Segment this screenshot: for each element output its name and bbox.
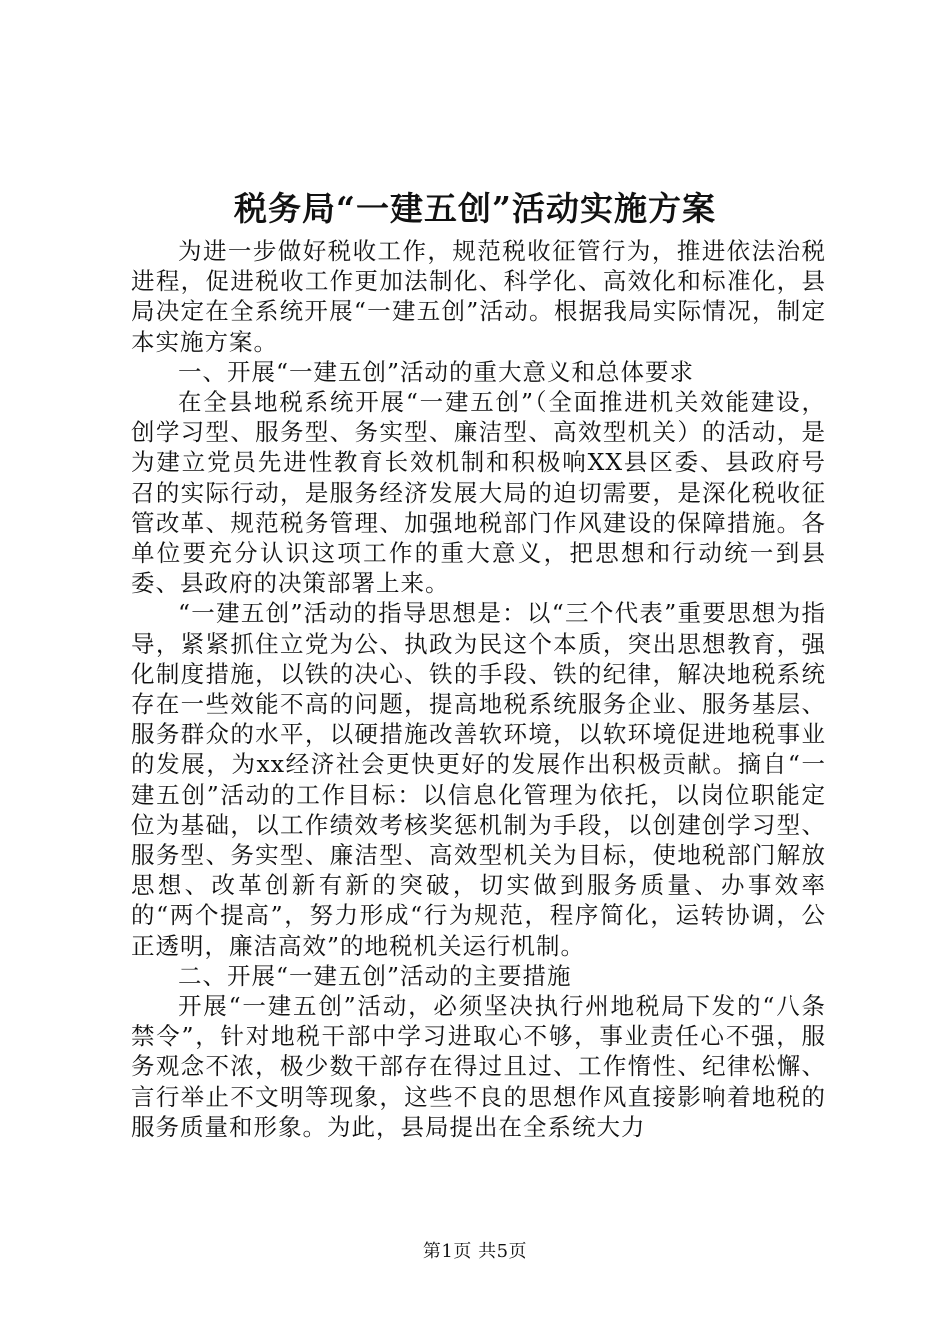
intro-paragraph: 为进一步做好税收工作，规范税收征管行为，推进依法治税进程，促进税收工作更加法制化、科学化、高效化和标准化，县局决定在全系统开展“一建五创”活动。根据我局实际情况，制定本实施方案。: [131, 237, 826, 356]
document-title: 税务局“一建五创”活动实施方案: [234, 189, 716, 228]
section-1-paragraph-1: 在全县地税系统开展“一建五创”（全面推进机关效能建设，创学习型、服务型、务实型、廉洁型、高效型机关）的活动，是为建立党员先进性教育长效机制和积极响XX县区委、县政府号召的实际行动，是服务经济发展大局的迫切需要，是深化税收征管改革、规范税务管理、加强地税部门作风建设的保障措施。各单位要充分认识这项工作的重大意义，把思想和行动统一到县委、县政府的决策部署上来。: [131, 388, 826, 598]
section-heading-1: 一、开展“一建五创”活动的重大意义和总体要求: [178, 357, 695, 386]
section-heading-2: 二、开展“一建五创”活动的主要措施: [178, 961, 572, 990]
document-body: [131, 236, 826, 1142]
section-2-paragraph-1: 开展“一建五创”活动，必须坚决执行州地税局下发的“八条禁令”，针对地税干部中学习进取心不够，事业责任心不强，服务观念不浓，极少数干部存在得过且过、工作惰性、纪律松懈、言行举止不文明等现象，这些不良的思想作风直接影响着地税的服务质量和形象。为此，县局提出在全系统大力: [131, 992, 826, 1141]
page-footer: 第1页 共5页: [422, 1241, 528, 1262]
section-1-paragraph-2: “一建五创”活动的指导思想是：以“三个代表”重要思想为指导，紧紧抓住立党为公、执政为民这个本质，突出思想教育，强化制度措施，以铁的决心、铁的手段、铁的纪律，解决地税系统存在一些效能不高的问题，提高地税系统服务企业、服务基层、服务群众的水平，以硬措施改善软环境，以软环境促进地税事业的发展，为xx经济社会更快更好的发展作出积极贡献。摘自“一建五创”活动的工作目标：以信息化管理为依托，以岗位职能定位为基础，以工作绩效考核奖惩机制为手段，以创建创学习型、服务型、务实型、廉洁型、高效型机关为目标，使地税部门解放思想、改革创新有新的突破，切实做到服务质量、办事效率的“两个提高”，努力形成“行为规范，程序简化，运转协调，公正透明，廉洁高效”的地税机关运行机制。: [131, 599, 826, 960]
